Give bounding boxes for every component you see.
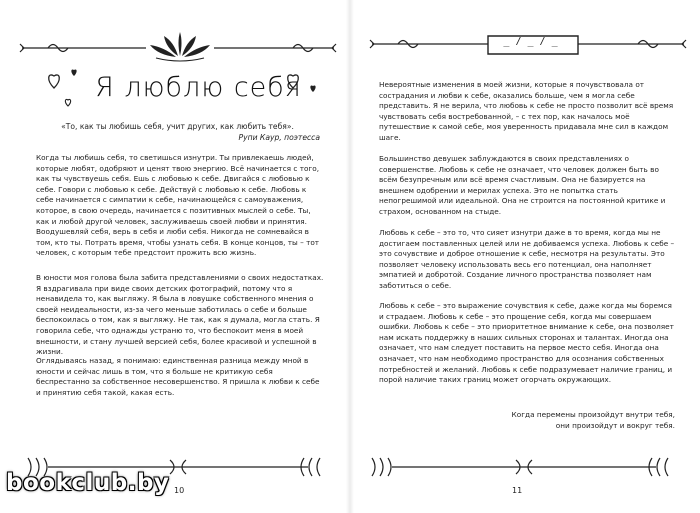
page-number: 11 <box>512 486 523 495</box>
page-title: Я люблю себя <box>95 72 302 103</box>
laurel-divider-icon <box>364 452 684 482</box>
closing-line: Когда перемены произойдут внутри тебя, <box>511 410 675 419</box>
heart-icon <box>34 58 94 118</box>
paragraph: Большинство девушек заблуждаются в своих представлениях о совершенстве. Любовь к себе не означает, что человек должен быть во всём безупречным или всё время счастливым. Она не базируется на внешнем одобрении и мерилах успеха. Это не попытка стать непогрешимой или идеальной. Она не строится на постоянной критике и страхом, основанном на стыде. <box>379 154 666 216</box>
right-page <box>350 0 700 513</box>
epigraph-quote: «То, как ты любишь себя, учит других, как любить тебя». <box>61 122 294 131</box>
paragraph: Любовь к себе – это то, что сияет изнутри даже в то время, когда мы не достигаем поставленных целей или не добиваемся успеха. Любовь к себе – это сочувствие и доброе отношение к себе, несмотря на результаты. Это позволяет человеку использовать весь его потенциал, она наполняет эмпатией и добротой. Создание личного пространства позволяет нам заботиться о себе. <box>379 228 675 290</box>
watermark-logo: bookclub.by <box>6 470 170 496</box>
page-number: 10 <box>174 486 185 495</box>
epigraph-author: Рупи Каур, поэтесса <box>238 133 320 142</box>
paragraph: Оглядываясь назад, я понимаю: единственная разница между мной в юности и сейчас лишь в том, что я больше не критикую себя беспрестанно за собственное несовершенство. Я пришла к любви к себе и принятию себя такой, какая есть. <box>36 356 320 397</box>
closing-line: они произойдут и вокруг тебя. <box>555 421 675 430</box>
paragraph: Любовь к себе – это выражение сочувствия к себе, даже когда мы боремся и страдаем. Любовь к себе – это прощение себя, когда мы совершаем ошибки. Любовь к себе – это приоритетное внимание к себе, она позволяет нам искать поддержку в наших сильных сторонах и талантах. Иногда она означает, что нам следует поставить на первое место себя. Иногда она означает, что нам необходимо пространство для осознания собственных потребностей и желаний. Любовь к себе подразумевает наличие границ, и порой наличие таких границ может огорчать окружающих. <box>379 301 674 385</box>
lotus-ornament-icon <box>150 32 210 57</box>
hand-drawn-box-icon: _ / _ / _ <box>503 36 558 47</box>
paragraph: В юности моя голова была забита представлениями о своих недостатках. Я вздрагивала при виде своих детских фотографий, потому что я ненавидела то, как выгляжу. Я была в ловушке собственного мнения о своей неидеальности, из-за чего меньше заботилась о себе и больше беспокоилась о том, как я выгляжу. Не так, как я думала, могла стать. Я говорила себе, что однажды устраню то, что беспокоит меня в моей внешности, и стану лучшей версией себя, более красивой и успешной в жизни. <box>36 273 324 357</box>
paragraph: Невероятные изменения в моей жизни, которые я почувствовала от сострадания и любви к себе, оказались больше, чем я могла себе представить. Я не верила, что любовь к себе не просто позволит всё время чувствовать себя востребованной, – с тех пор, как началось моё путешествие к самой себе, моя уверенность придавала мне сил в каждом шаге. <box>379 80 674 142</box>
paragraph: Когда ты любишь себя, то светишься изнутри. Ты привлекаешь людей, которые любят, одобряют и ценят твою энергию. Всё начинается с того, как ты чувствуешь себя. Ешь с любовью к себе. Двигайся с любовью к себе. Говори с любовью к себе. Действуй с любовью к себе. Любовь к себе начинается с симпатии к себе, начинающейся с самоуважения, которое, в свою очередь, начинается с позитивных мыслей о себе. Ты, как и любой другой человек, заслуживаешь своей любви и принятия. Воодушевляй себя, верь в себя и люби себя. Никогда не сомневайся в том, кто ты. Потрать время, чтобы узнать себя. В конце концов, ты – тот человек, с которым тебе предстоит прожить всю жизнь. <box>36 153 320 258</box>
